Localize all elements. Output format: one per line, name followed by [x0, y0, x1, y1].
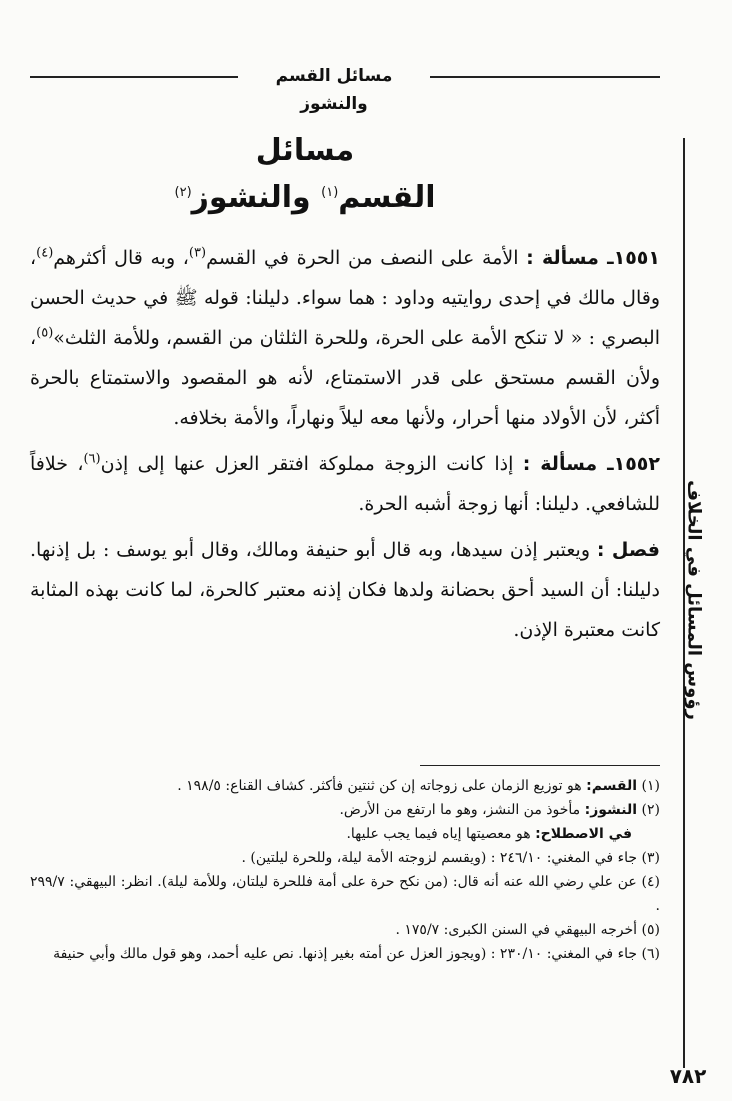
- footnote-2-definition-term: في الاصطلاح:: [535, 826, 632, 842]
- main-text: [30, 238, 660, 656]
- footnote-2-definition-text: هو معصيتها إياه فيما يجب عليها.: [346, 826, 531, 842]
- sidebar-book-title-text: رؤوس المسائل في الخلاف: [683, 480, 705, 720]
- footnote-ref-2[interactable]: (٢): [174, 185, 192, 200]
- footnote-ref-4[interactable]: (٤): [36, 245, 54, 261]
- chapter-heading: [150, 128, 460, 222]
- chapter-title: مسائل: [255, 133, 355, 168]
- section-fasl: [30, 530, 660, 650]
- fasl-label: فصل :: [596, 539, 660, 561]
- page-number: ٧٨٢: [669, 1064, 707, 1088]
- footnote-ref-1[interactable]: (١): [321, 185, 339, 200]
- footnote-2-definition: [30, 822, 660, 846]
- footnote-ref-6[interactable]: (٦): [83, 451, 101, 467]
- running-header: [30, 62, 660, 114]
- subtitle-nushuz: والنشوز: [191, 180, 311, 215]
- footnote-2-number: (٢): [641, 802, 660, 818]
- issue-1551-number: ١٥٥١ـ مسألة :: [526, 247, 660, 269]
- issue-1551-text-c: ، وقال مالك في إحدى روايتيه وداود : هما سواء. دليلنا: قوله ﷺ في حديث الحسن البصري : « لا تنكح الأمة على الحرة، وللحرة الثلثان من القسم، وللأمة الثلث»: [30, 247, 660, 349]
- issue-1551: [30, 238, 660, 438]
- footnote-2-term: النشوز:: [584, 802, 638, 818]
- footnote-2: [30, 798, 660, 822]
- header-rule-right: [430, 76, 660, 78]
- footnote-divider: [420, 765, 660, 766]
- subtitle-qasm: القسم: [338, 180, 436, 215]
- footnote-ref-3[interactable]: (٣): [188, 245, 207, 261]
- footnote-4: (٤) عن علي رضي الله عنه أنه قال: (من نكح حرة على أمة فللحرة ليلتان، وللأمة ليلة). انظر: البيهقي: ٢٩٩/٧ .: [30, 874, 660, 914]
- issue-1552-text-a: إذا كانت الزوجة مملوكة افتقر العزل عنها إلى إذن: [100, 453, 514, 475]
- running-title: مسائل القسم والنشوز: [275, 66, 393, 114]
- issue-1551-text-b: ، وبه قال أكثرهم: [53, 247, 189, 269]
- footnote-ref-5[interactable]: (٥): [36, 325, 54, 341]
- footnote-1-text: هو توزيع الزمان على زوجاته إن كن ثنتين فأكثر. كشاف القناع: ١٩٨/٥ .: [177, 778, 582, 794]
- footnote-1-term: القسم:: [586, 778, 638, 794]
- fasl-text: ويعتبر إذن سيدها، وبه قال أبو حنيفة ومالك، وقال أبو يوسف : بل إذنها. دليلنا: أن السيد أحق بحضانة ولدها فكان إذنه معتبر كالحرة، لما كانت بهذه المثابة كانت معتبرة الإذن.: [30, 539, 660, 641]
- footnote-2-text: مأخوذ من النشز، وهو ما ارتفع من الأرض.: [339, 802, 581, 818]
- chapter-subtitle: [150, 174, 460, 222]
- issue-1551-text-a: الأمة على النصف من الحرة في القسم: [206, 247, 519, 269]
- footnote-1-number: (١): [641, 778, 660, 794]
- footnotes: [30, 774, 660, 966]
- issue-1552-number: ١٥٥٢ـ مسألة :: [522, 453, 660, 475]
- issue-1552: [30, 444, 660, 524]
- footnote-6: (٦) جاء في المغني: ٢٣٠/١٠ : (ويجوز العزل عن أمته بغير إذنها. نص عليه أحمد، وهو قول مالك وأبي حنيفة: [53, 946, 660, 962]
- footnote-5: (٥) أخرجه البيهقي في السنن الكبرى: ١٧٥/٧ .: [395, 922, 660, 938]
- footnote-1: [30, 774, 660, 798]
- issue-1552-text-b: ، خلافاً للشافعي. دليلنا: أنها زوجة أشبه الحرة.: [30, 453, 660, 515]
- issue-1551-text-d: ، ولأن القسم مستحق على قدر الاستمتاع، لأنه هو المقصود والاستمتاع بالحرة أكثر، لأن الأولاد منها أحرار، ولأنها معه ليلاً ونهاراً، والأمة بخلافه.: [30, 327, 660, 429]
- header-rule-left: [30, 76, 238, 78]
- footnote-3: (٣) جاء في المغني: ٢٤٦/١٠ : (ويقسم لزوجته الأمة ليلة، وللحرة ليلتين) .: [241, 850, 660, 866]
